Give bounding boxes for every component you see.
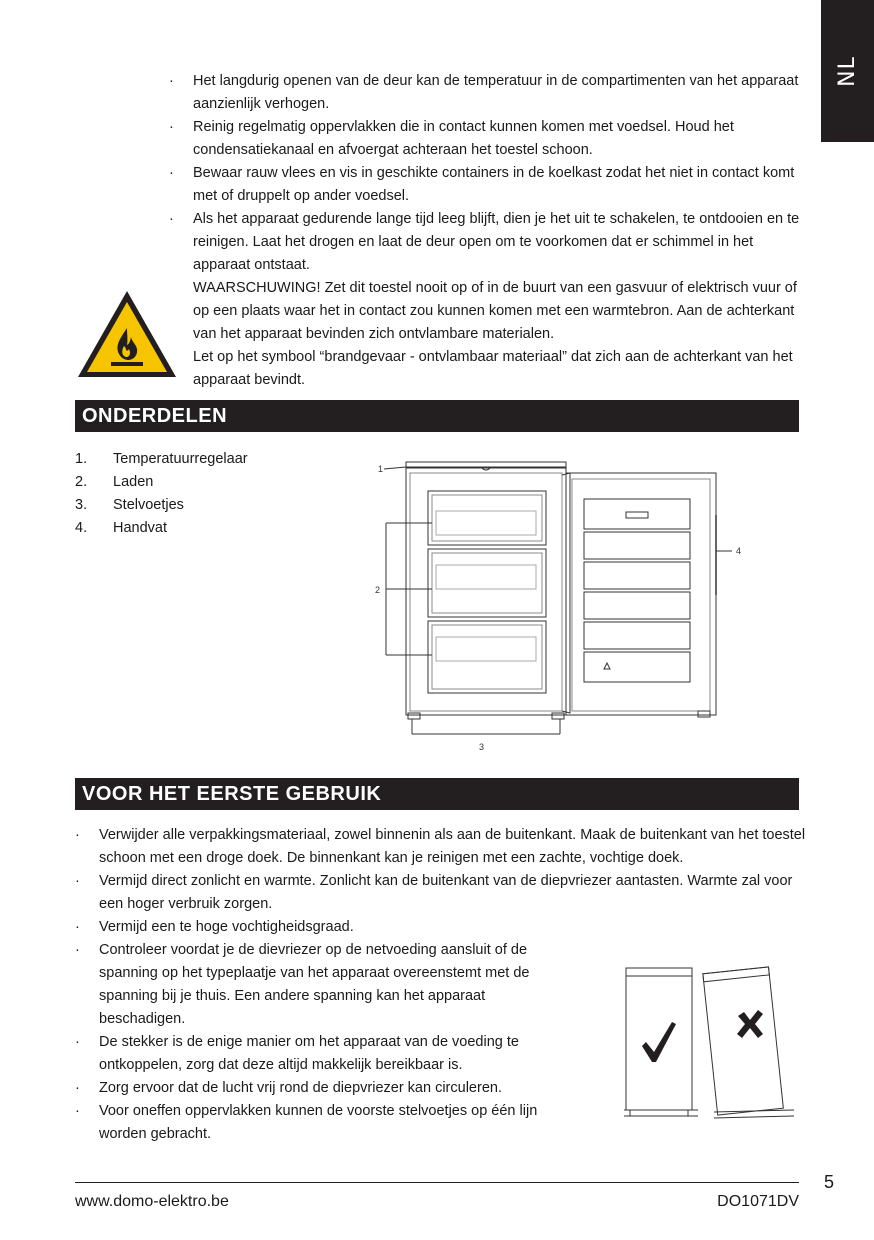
flammable-warning-icon <box>75 288 179 380</box>
list-item: · Verwijder alle verpakkingsmateriaal, zowel binnenin als aan de buitenkant. Maak de buitenkant van het toestel schoon met een droge doek. De binnenkant kan je reinigen met een zachte, vochtige doek. <box>75 827 806 866</box>
diagram-label-3: 3 <box>479 742 485 752</box>
warning-paragraph: WAARSCHUWING! Zet dit toestel nooit op of in de buurt van een gasvuur of elektrisch vuur of op een plaats waar het in contact zou kunnen komen met een warmtebron. Aan de achterkant van het apparaat bevinden zich ontvlambare materialen. <box>193 280 797 342</box>
safety-bullet-list <box>169 70 803 392</box>
list-item: 3. Stelvoetjes <box>75 497 184 513</box>
list-item: · Vermijd een te hoge vochtigheidsgraad. <box>75 919 354 935</box>
level-placement-figure <box>618 960 798 1125</box>
list-item: · Controleer voordat je de dievriezer op de netvoeding aansluit of de spanning op het typeplaatje van het apparaat overeenstemt met de spanning bij je thuis. Een andere spanning kan het apparaat beschadigen. <box>75 942 530 1027</box>
list-item: · Voor oneffen oppervlakken kunnen de voorste stelvoetjes op één lijn worden gebracht. <box>75 1103 538 1142</box>
list-item: 1. Temperatuurregelaar <box>75 451 248 467</box>
list-item: 2. Laden <box>75 474 154 490</box>
symbol-paragraph: Let op het symbool “brandgevaar - ontvlambaar materiaal” dat zich aan de achterkant van het apparaat bevindt. <box>193 349 793 388</box>
parts-list <box>75 448 248 540</box>
check-icon <box>642 1022 676 1062</box>
section-heading-parts: ONDERDELEN <box>75 400 799 432</box>
footer-divider <box>75 1182 799 1183</box>
list-item: 4. Handvat <box>75 520 168 536</box>
language-tab-label: NL <box>835 55 860 87</box>
section-heading-first-use: VOOR HET EERSTE GEBRUIK <box>75 778 799 810</box>
diagram-label-1: 1 <box>378 464 384 474</box>
list-item: · Vermijd direct zonlicht en warmte. Zonlicht kan de buitenkant van de diepvriezer aantasten. Warmte zal voor een hoger verbruik zorgen. <box>75 873 793 912</box>
list-item: · Bewaar rauw vlees en vis in geschikte containers in de koelkast zodat het niet in contact komt met of druppelt op ander voedsel. <box>169 165 795 204</box>
freezer-parts-diagram <box>370 455 750 760</box>
diagram-label-4: 4 <box>736 546 742 556</box>
list-item: · De stekker is de enige manier om het apparaat van de voeding te ontkoppelen, zorg dat deze altijd makkelijk bereikbaar is. <box>75 1034 519 1073</box>
page-number: 5 <box>824 1172 835 1192</box>
list-item: · Reinig regelmatig oppervlakken die in contact kunnen komen met voedsel. Houd het condensatiekanaal en afvoergat achteraan het toestel schoon. <box>169 119 734 158</box>
cross-icon <box>737 1010 763 1038</box>
list-item: · Het langdurig openen van de deur kan de temperatuur in de compartimenten van het apparaat aanzienlijk verhogen. <box>169 73 799 112</box>
list-item: · Zorg ervoor dat de lucht vrij rond de diepvriezer kan circuleren. <box>75 1080 502 1096</box>
diagram-label-2: 2 <box>375 585 381 595</box>
list-item: · Als het apparaat gedurende lange tijd leeg blijft, dien je het uit te schakelen, te ontdooien en te reinigen. Laat het drogen en laat de deur open om te voorkomen dat er schimmel in het apparaat ontstaat. <box>169 211 800 273</box>
footer-website: www.domo-elektro.be <box>75 1193 229 1210</box>
language-tab <box>821 0 874 142</box>
footer-model-number: DO1071DV <box>717 1193 799 1210</box>
